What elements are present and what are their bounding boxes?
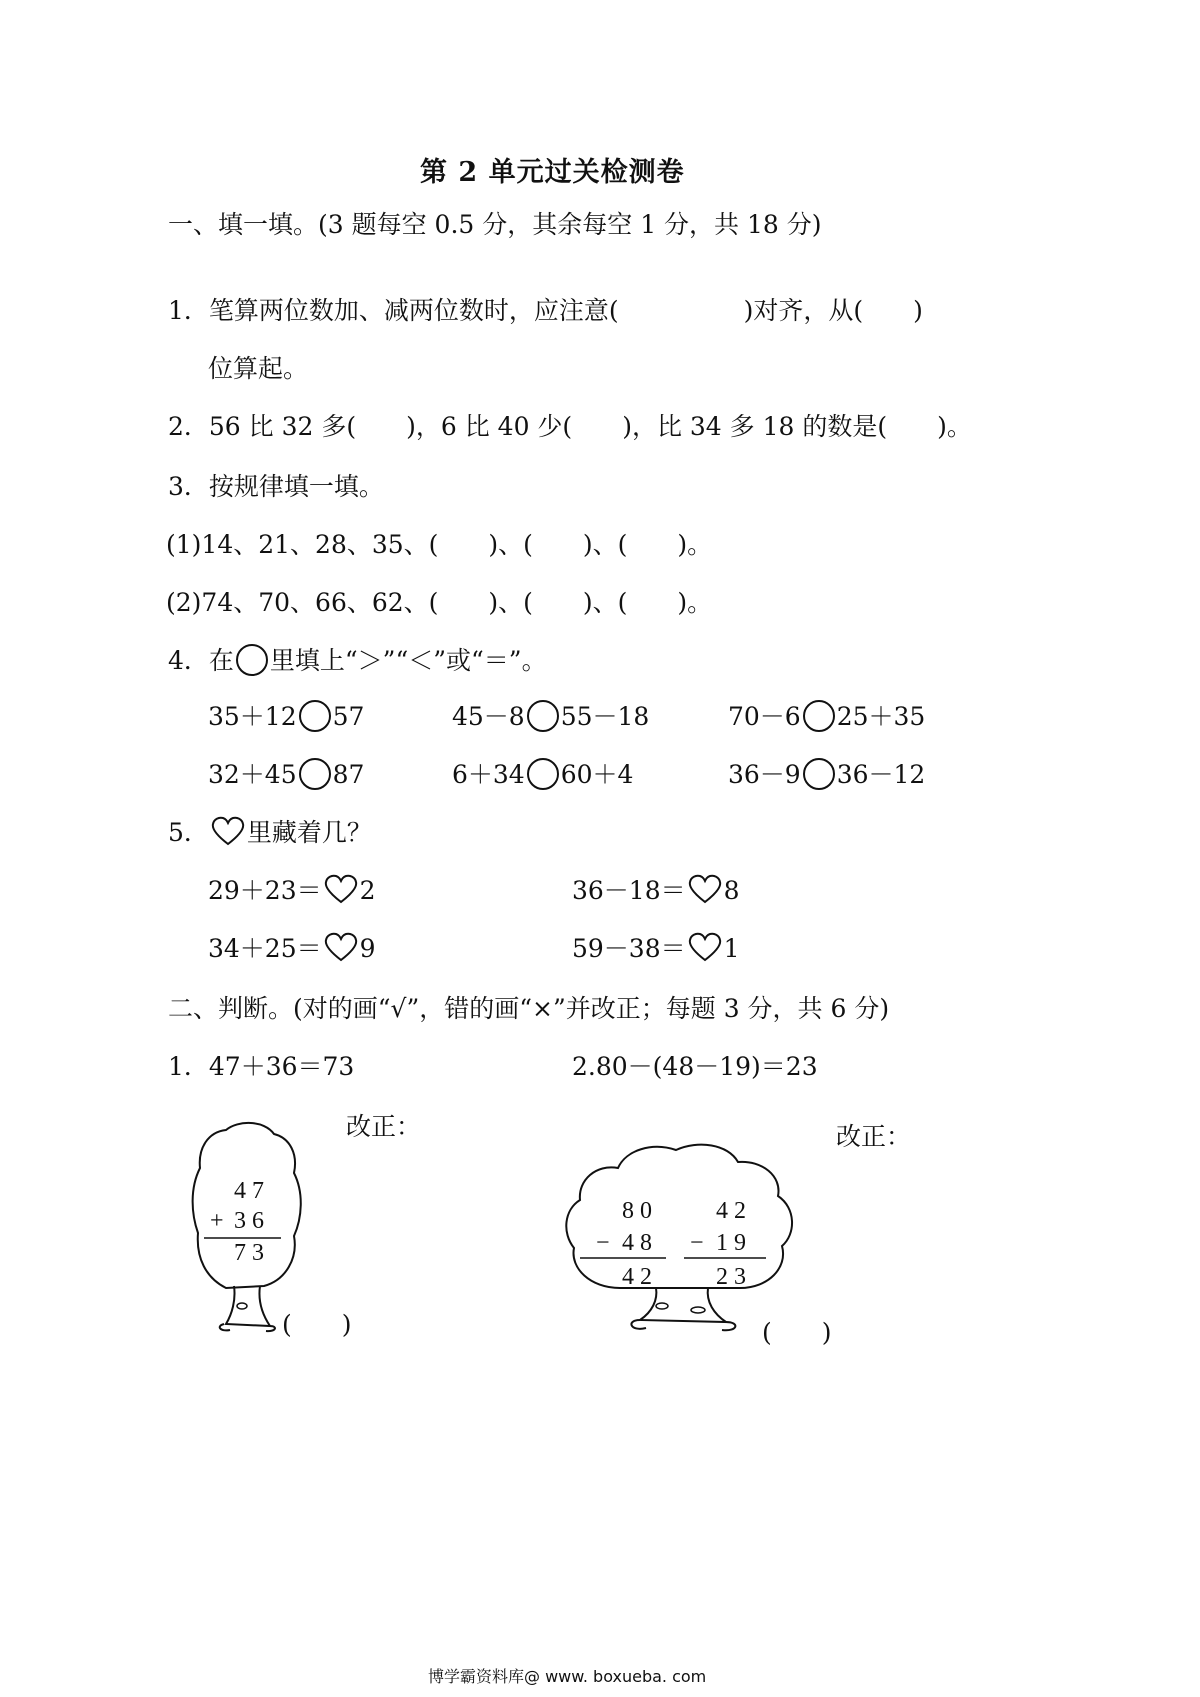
- compare-right: 57: [332, 702, 365, 731]
- compare-left: 36－9: [728, 760, 801, 789]
- question-4: [168, 648, 547, 676]
- equation-right: 9: [359, 934, 376, 963]
- calc2b-top: 4 2: [716, 1198, 746, 1224]
- question-1-line1: 1．笔算两位数加、减两位数时，应注意( )对齐，从( ): [168, 296, 923, 325]
- heart-equation: [208, 878, 376, 904]
- compare-right: 87: [332, 760, 365, 789]
- calc1-top: 4 7: [234, 1178, 264, 1204]
- heart-equation: [572, 878, 740, 904]
- equation-right: 2: [359, 876, 376, 905]
- compare-item: [452, 762, 633, 790]
- compare-left: 70－6: [728, 702, 801, 731]
- judge-question-2: 2.80－(48－19)＝23: [572, 1052, 818, 1081]
- heart-icon[interactable]: [688, 932, 722, 962]
- compare-right: 60＋4: [560, 760, 634, 789]
- question-4-suffix: 里填上“＞”“＜”或“＝”。: [269, 646, 547, 675]
- equation-right: 1: [723, 934, 740, 963]
- compare-item: [208, 762, 364, 790]
- heart-equation: [208, 936, 376, 962]
- equation-left: 29＋23＝: [208, 876, 322, 905]
- answer-bracket-2[interactable]: ( ): [762, 1318, 832, 1347]
- question-4-prefix: 4．在: [168, 646, 234, 675]
- equation-left: 34＋25＝: [208, 934, 322, 963]
- compare-left: 35＋12: [208, 702, 297, 731]
- heart-icon[interactable]: [688, 874, 722, 904]
- answer-circle[interactable]: [803, 758, 835, 790]
- compare-item: [728, 704, 925, 732]
- answer-circle[interactable]: [299, 700, 331, 732]
- calc1-result: 7 3: [234, 1240, 264, 1266]
- page-title: 第 2 单元过关检测卷: [420, 157, 685, 188]
- equation-right: 8: [723, 876, 740, 905]
- calc2a-result: 4 2: [622, 1264, 652, 1290]
- answer-bracket-1[interactable]: ( ): [282, 1310, 352, 1339]
- section1-heading: 一、填一填。(3 题每空 0.5 分，其余每空 1 分，共 18 分): [168, 210, 822, 239]
- question-1-line2: 位算起。: [208, 354, 309, 383]
- heart-equation: [572, 936, 740, 962]
- compare-right: 55－18: [560, 702, 650, 731]
- heart-icon[interactable]: [324, 932, 358, 962]
- calc2b-result: 2 3: [716, 1264, 746, 1290]
- heart-icon[interactable]: [324, 874, 358, 904]
- compare-item: [728, 762, 925, 790]
- circle-icon: [236, 644, 268, 676]
- question-5: [168, 820, 372, 846]
- compare-left: 45－8: [452, 702, 525, 731]
- question-3-1: (1)14、21、28、35、( )、( )、( )。: [166, 530, 713, 559]
- footer-watermark: 博学霸资料库@ www. boxueba. com: [428, 1667, 707, 1686]
- question-5-prefix: 5．: [168, 818, 209, 847]
- answer-circle[interactable]: [803, 700, 835, 732]
- question-3-2: (2)74、70、66、62、( )、( )、( )。: [166, 588, 713, 617]
- answer-circle[interactable]: [527, 758, 559, 790]
- compare-right: 25＋35: [836, 702, 926, 731]
- calc2b-mid: 1 9: [716, 1230, 746, 1256]
- section2-heading: 二、判断。(对的画“√”，错的画“×”并改正；每题 3 分，共 6 分): [168, 994, 890, 1023]
- question-2: 2．56 比 32 多( )，6 比 40 少( )，比 34 多 18 的数是( )。: [168, 412, 972, 441]
- question-5-suffix: 里藏着几？: [246, 818, 372, 847]
- correction-label-1: 改正：: [346, 1112, 422, 1141]
- compare-left: 32＋45: [208, 760, 297, 789]
- calc2a-operator: −: [596, 1230, 610, 1256]
- compare-right: 36－12: [836, 760, 926, 789]
- judge-question-1: 1．47＋36＝73: [168, 1052, 355, 1081]
- compare-left: 6＋34: [452, 760, 525, 789]
- answer-circle[interactable]: [299, 758, 331, 790]
- compare-item: [208, 704, 364, 732]
- calc2a-top: 8 0: [622, 1198, 652, 1224]
- compare-item: [452, 704, 649, 732]
- calc2b-operator: −: [690, 1230, 704, 1256]
- question-3: 3．按规律填一填。: [168, 472, 384, 501]
- equation-left: 36－18＝: [572, 876, 686, 905]
- equation-left: 59－38＝: [572, 934, 686, 963]
- calc1-operator: +: [210, 1208, 224, 1234]
- answer-circle[interactable]: [527, 700, 559, 732]
- calc1-mid: 3 6: [234, 1208, 264, 1234]
- correction-label-2: 改正：: [836, 1122, 912, 1151]
- calc2a-mid: 4 8: [622, 1230, 652, 1256]
- heart-icon: [211, 816, 245, 846]
